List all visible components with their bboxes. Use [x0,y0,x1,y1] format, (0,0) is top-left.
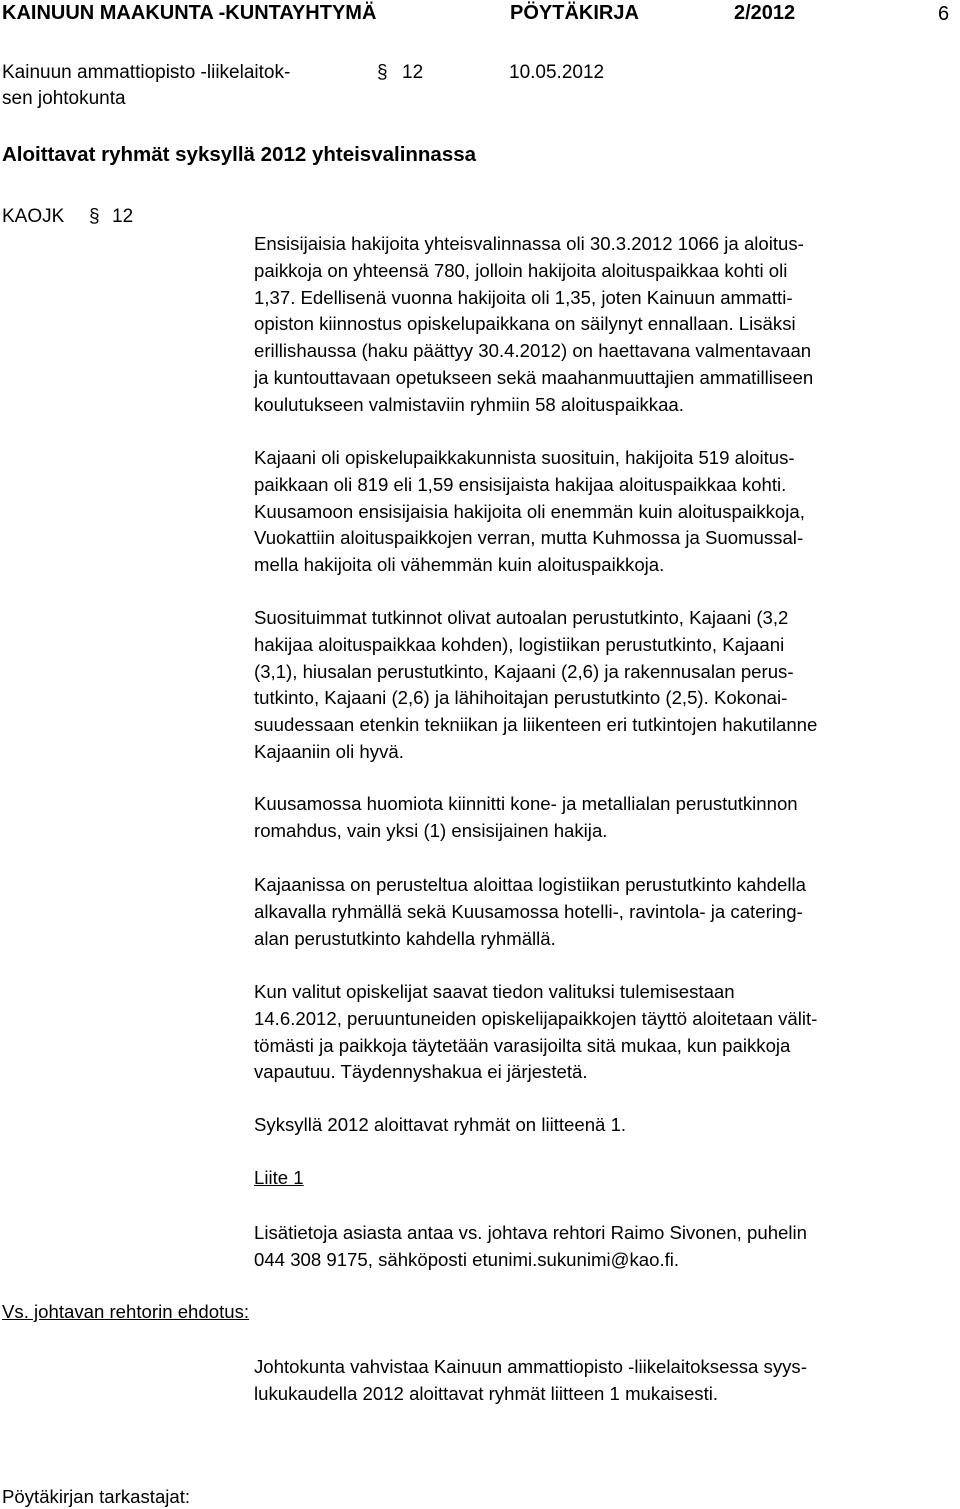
paragraph-6 [254,979,958,1086]
paragraph-line: Kuusamossa huomiota kiinnitti kone- ja metallialan perustutkinnon [254,793,798,814]
paragraph-line: mella hakijoita oli vähemmän kuin aloituspaikkoja. [254,554,665,576]
paragraph-line: koulutukseen valmistaviin ryhmiin 58 aloituspaikkaa. [254,393,684,415]
contact-line: 044 308 9175, sähköposti etunimi.sukunimi@kao.fi. [254,1248,680,1270]
paragraph-line: suudessaan etenkin tekniikan ja liikenteen eri tutkintojen hakutilanne [254,714,818,736]
case-ref: KAOJK [2,206,65,227]
paragraph-line: Vuokattiin aloituspaikkojen verran, mutta Kuhmossa ja Suomussal- [254,527,804,549]
paragraph-4 [254,791,958,845]
paragraph-5 [254,872,958,952]
paragraph-7 [254,1112,958,1139]
proposal-paragraph [254,1354,958,1408]
paragraph-line: (3,1), hiusalan perustutkinto, Kajaani (2,6) ja rakennusalan perus- [254,660,794,682]
paragraph-line: paikkaan oli 819 eli 1,59 ensisijaista hakijaa aloituspaikkaa kohti. [254,473,787,495]
paragraph-2 [254,445,958,579]
paragraph-line: romahdus, vain yksi (1) ensisijainen hakija. [254,819,608,841]
header-section-sign-icon: § [377,62,388,83]
header-unit-line1: Kainuun ammattiopisto -liikelaitok- [2,62,291,83]
proposal-line: Johtokunta vahvistaa Kainuun ammattiopisto -liikelaitoksessa syys- [254,1356,807,1377]
paragraph-line: ja kuntouttavaan opetukseen sekä maahanmuuttajien ammatilliseen [254,366,814,388]
paragraph-line: Kajaani oli opiskelupaikkakunnista suosituin, hakijoita 519 aloitus- [254,447,795,468]
paragraph-line: Kajaaniin oli hyvä. [254,740,404,762]
paragraph-line: Suosituimmat tutkinnot olivat autoalan perustutkinto, Kajaani (3,2 [254,607,789,628]
paragraph-line: 14.6.2012, peruuntuneiden opiskelijapaikkojen täyttö aloitetaan välit- [254,1007,818,1029]
header-org: KAINUUN MAAKUNTA -KUNTAYHTYMÄ [2,2,377,24]
paragraph-line: tömästi ja paikkoja täytetään varasijoilta sitä mukaa, kun paikkoja [254,1034,791,1056]
contact-paragraph [254,1220,958,1274]
header-page-number: 6 [938,3,950,25]
paragraph-line: paikkoja on yhteensä 780, jolloin hakijoita aloituspaikkaa kohti oli [254,259,788,281]
case-number: 12 [112,206,134,227]
attachment-link[interactable]: Liite 1 [254,1167,304,1188]
paragraph-line: hakijaa aloituspaikkaa kohden), logistiikan perustutkinto, Kajaani [254,633,785,655]
page-title: Aloittavat ryhmät syksyllä 2012 yhteisvalinnassa [2,143,477,166]
header-date: 10.05.2012 [509,62,605,83]
paragraph-line: Ensisijaisia hakijoita yhteisvalinnassa oli 30.3.2012 1066 ja aloitus- [254,233,804,254]
header-doc-number: 2/2012 [734,2,796,24]
paragraph-line: Kun valitut opiskelijat saavat tiedon valituksi tulemisestaan [254,981,735,1002]
paragraph-line: vapautuu. Täydennyshakua ei järjestetä. [254,1061,588,1083]
paragraph-line: alan perustutkinto kahdella ryhmällä. [254,927,556,949]
proposal-line: lukukaudella 2012 aloittavat ryhmät liitteen 1 mukaisesti. [254,1382,719,1404]
paragraph-line: Syksyllä 2012 aloittavat ryhmät on liitteenä 1. [254,1114,627,1135]
paragraph-line: alkavalla ryhmällä sekä Kuusamossa hotelli-, ravintola- ja catering- [254,900,803,922]
header-section-number: 12 [402,62,424,83]
paragraph-line: tutkinto, Kajaani (2,6) ja lähihoitajan perustutkinto (2,5). Kokonai- [254,687,788,709]
paragraph-line: opiston kiinnostus opiskelupaikkana on säilynyt ennallaan. Lisäksi [254,313,796,335]
paragraph-line: 1,37. Edellisenä vuonna hakijoita oli 1,35, joten Kainuun ammatti- [254,286,793,308]
proposal-label: Vs. johtavan rehtorin ehdotus: [2,1301,250,1322]
footer-label: Pöytäkirjan tarkastajat: [2,1486,191,1507]
paragraph-line: Kuusamoon ensisijaisia hakijoita oli enemmän kuin aloituspaikkoja, [254,500,805,522]
contact-line: Lisätietoja asiasta antaa vs. johtava rehtori Raimo Sivonen, puhelin [254,1222,807,1243]
paragraph-line: erillishaussa (haku päättyy 30.4.2012) on haettavana valmentavaan [254,340,812,362]
header-unit-line2: sen johtokunta [2,88,126,109]
paragraph-1 [254,231,958,419]
paragraph-line: Kajaanissa on perusteltua aloittaa logistiikan perustutkinto kahdella [254,874,806,895]
header-doc-type: PÖYTÄKIRJA [510,2,639,24]
paragraph-3 [254,605,958,766]
case-section-sign-icon: § [89,206,100,227]
